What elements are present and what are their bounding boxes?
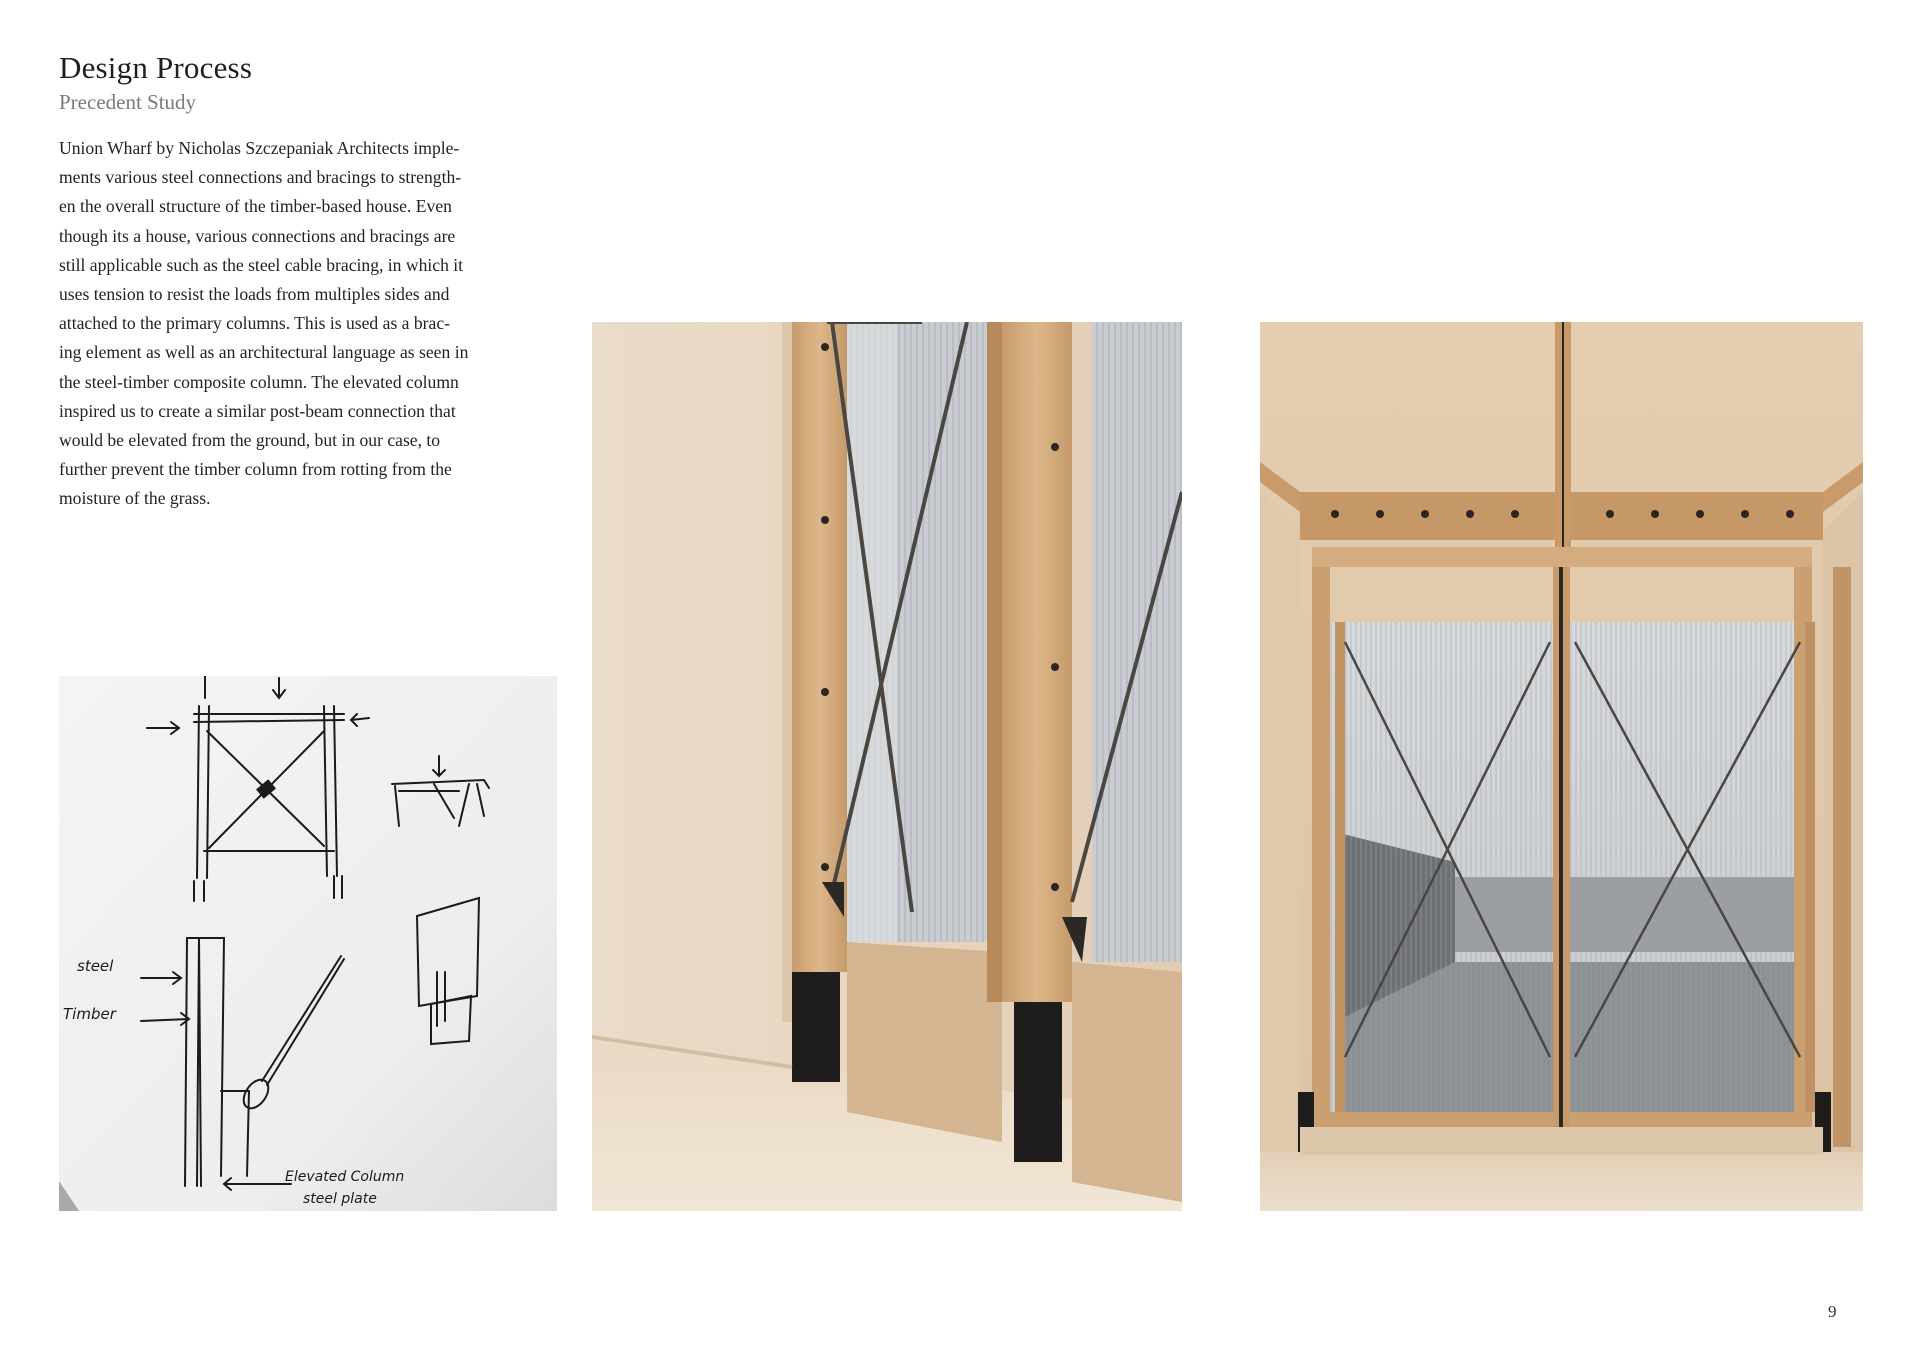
sketch-label-steel-plate: steel plate [303, 1191, 377, 1207]
body-paragraph [59, 134, 509, 514]
body-line: uses tension to resist the loads from multiples sides and [59, 284, 450, 305]
page-subtitle: Precedent Study [59, 90, 197, 114]
page-title: Design Process [59, 50, 253, 85]
body-line: still applicable such as the steel cable bracing, in which it [59, 254, 464, 275]
sketch-label-elevated-column: Elevated Column [285, 1169, 405, 1185]
sketch-label-timber: Timber [63, 1005, 116, 1023]
body-line: ments various steel connections and bracings to strength- [59, 167, 462, 188]
body-line: Union Wharf by Nicholas Szczepaniak Architects imple- [59, 138, 460, 158]
sketch-label-steel: steel [77, 957, 114, 975]
body-line: would be elevated from the ground, but in our case, to [59, 430, 441, 451]
body-line: ing element as well as an architectural language as seen in [59, 342, 469, 363]
body-line: attached to the primary columns. This is used as a brac- [59, 313, 451, 334]
page-number: 9 [1828, 1302, 1837, 1321]
body-line: moisture of the grass. [59, 488, 211, 509]
body-line: inspired us to create a similar post-beam connection that [59, 400, 456, 421]
photo-interior-bracing [1260, 322, 1863, 1211]
body-line: the steel-timber composite column. The elevated column [59, 371, 459, 392]
body-line: en the overall structure of the timber-based house. Even [59, 196, 452, 217]
body-line: further prevent the timber column from rotting from the [59, 459, 452, 480]
photo-timber-columns [592, 322, 1182, 1211]
sketch-image [59, 676, 557, 1211]
body-line: though its a house, various connections and bracings are [59, 225, 456, 246]
